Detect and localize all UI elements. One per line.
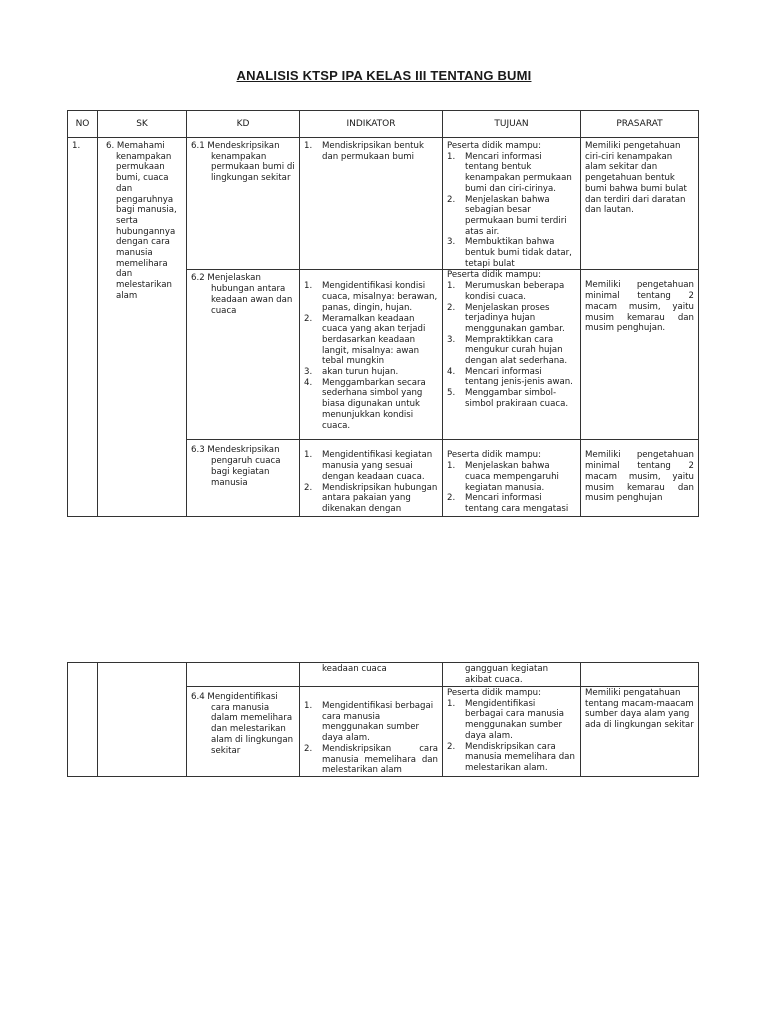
tujuan-list bbox=[447, 152, 576, 270]
tujuan-list bbox=[447, 281, 576, 409]
tujuan-list bbox=[447, 461, 576, 515]
cell-tujuan bbox=[443, 687, 581, 777]
table-row-continued bbox=[68, 663, 699, 687]
tujuan-intro: Peserta didik mampu: bbox=[447, 270, 542, 281]
list-item: 2. Mendiskripsikan hubungan antara pakaian yang dikenakan dengan bbox=[304, 482, 438, 514]
list-item: 2. Menjelaskan proses terjadinya hujan menggunakan gambar. bbox=[447, 302, 565, 334]
cell-tujuan bbox=[443, 270, 581, 440]
list-item: 3. Membuktikan bahwa bentuk bumi tidak datar, tetapi bulat bbox=[447, 237, 572, 269]
list-item: 4. Menggambarkan secara sederhana simbol yang biasa digunakan untuk menunjukkan kondisi cuaca. bbox=[304, 377, 426, 431]
cell-indikator bbox=[300, 663, 443, 687]
cell-no: 1. bbox=[68, 138, 98, 517]
cell-prasarat: Memiliki pengetahuan minimal tentang 2 macam musim, yaitu musim kemarau dan musim penghujan bbox=[581, 440, 699, 517]
document-title: ANALISIS KTSP IPA KELAS III TENTANG BUMI bbox=[236, 68, 532, 83]
list-item: 2. Mendiskripsikan cara manusia memelihara dan melestarikan alam. bbox=[447, 741, 575, 773]
list-item: 1. Mengidentifikasi berbagai cara manusia menggunakan sumber daya alam. bbox=[447, 698, 565, 741]
indikator-list bbox=[304, 450, 438, 514]
tujuan-intro: Peserta didik mampu: bbox=[447, 688, 542, 698]
list-item: 3. Mempraktikkan cara mengukur curah hujan dengan alat sederhana. bbox=[447, 334, 568, 367]
header-sk: SK bbox=[98, 111, 187, 138]
list-item: 2. Mendiskripsikan cara manusia memelihara dan melestarikan alam bbox=[304, 743, 438, 776]
list-item: 1. Menjelaskan bahwa cuaca mempengaruhi kegiatan manusia. bbox=[447, 461, 559, 493]
cell-tujuan bbox=[443, 440, 581, 517]
list-item: 1. Mengidentifikasi kondisi cuaca, misalnya: berawan, panas, dingin, hujan. bbox=[304, 281, 438, 313]
cell-indikator bbox=[300, 270, 443, 440]
list-item: 1. Mencari informasi tentang bentuk kenampakan permukaan bumi dan ciri-cirinya. bbox=[447, 151, 572, 194]
cell-indikator bbox=[300, 687, 443, 777]
cell-indikator bbox=[300, 440, 443, 517]
header-indikator: INDIKATOR bbox=[300, 111, 443, 138]
list-item: 3. akan turun hujan. bbox=[304, 367, 399, 378]
cell-tujuan bbox=[443, 138, 581, 270]
list-item: 2. Meramalkan keadaan cuaca yang akan terjadi berdasarkan keadaan langit, misalnya: awan tebal mungkin bbox=[304, 313, 426, 367]
header-tujuan: TUJUAN bbox=[443, 111, 581, 138]
cell-sk-empty bbox=[98, 663, 187, 777]
header-kd: KD bbox=[187, 111, 300, 138]
header-prasarat: PRASARAT bbox=[581, 111, 699, 138]
cell-kd-empty bbox=[187, 663, 300, 687]
indikator-list bbox=[304, 281, 438, 431]
cell-kd: 6.1 Mendeskripsikan kenampakan permukaan bumi di lingkungan sekitar bbox=[187, 138, 300, 270]
cell-kd: 6.2 Menjelaskan hubungan antara keadaan awan dan cuaca bbox=[187, 270, 300, 440]
list-item: 1. Mengidentifikasi kegiatan manusia yang sesuai dengan keadaan cuaca. bbox=[304, 450, 433, 482]
tujuan-continuation: gangguan kegiatan akibat cuaca. bbox=[465, 664, 549, 685]
cell-sk: 6. Memahami kenampakan permukaan bumi, cuaca dan pengaruhnya bagi manusia, serta hubungannya dengan cara manusia memelihara dan melestarikan alam bbox=[98, 138, 187, 517]
cell-prasarat-empty bbox=[581, 663, 699, 687]
cell-no-empty bbox=[68, 663, 98, 777]
cell-prasarat: Memiliki pengatahuan tentang macam-maacam sumber daya alam yang ada di lingkungan sekitar bbox=[581, 687, 699, 777]
cell-indikator bbox=[300, 138, 443, 270]
list-item: 1. Mengidentifikasi berbagai cara manusia menggunakan sumber daya alam. bbox=[304, 701, 434, 744]
list-item: 2. Menjelaskan bahwa sebagian besar permukaan bumi terdiri atas air. bbox=[447, 194, 567, 237]
tujuan-intro: Peserta didik mampu: bbox=[447, 450, 542, 461]
list-item: 1. Mendiskripsikan bentuk dan permukaan bumi bbox=[304, 141, 424, 162]
cell-tujuan bbox=[443, 663, 581, 687]
table-header-row bbox=[68, 111, 699, 138]
list-item: 2. Mencari informasi tentang cara mengatasi bbox=[447, 493, 569, 514]
analysis-table-page-1 bbox=[67, 110, 699, 517]
indikator-list bbox=[304, 141, 438, 162]
analysis-table-page-2 bbox=[67, 662, 699, 777]
tujuan-intro: Peserta didik mampu: bbox=[447, 141, 542, 151]
cell-prasarat: Memiliki pengetahuan ciri-ciri kenampakan alam sekitar dan pengetahuan bentuk bumi bahwa bumi bulat dan terdiri dari daratan dan lautan. bbox=[581, 138, 699, 270]
tujuan-list bbox=[447, 699, 576, 774]
indikator-list bbox=[304, 701, 438, 776]
indikator-continuation: keadaan cuaca bbox=[322, 664, 387, 674]
header-no: NO bbox=[68, 111, 98, 138]
cell-kd: 6.4 Mengidentifikasi cara manusia dalam memelihara dan melestarikan alam di lingkungan sekitar bbox=[187, 687, 300, 777]
list-item: 5. Menggambar simbol-simbol prakiraan cuaca. bbox=[447, 388, 569, 409]
cell-prasarat: Memiliki pengetahuan minimal tentang 2 macam musim, yaitu musim kemarau dan musim penghujan. bbox=[581, 270, 699, 440]
table-row bbox=[68, 138, 699, 270]
list-item: 4. Mencari informasi tentang jenis-jenis awan. bbox=[447, 366, 573, 388]
list-item: 1. Merumuskan beberapa kondisi cuaca. bbox=[447, 281, 565, 302]
cell-kd: 6.3 Mendeskripsikan pengaruh cuaca bagi kegiatan manusia bbox=[187, 440, 300, 517]
